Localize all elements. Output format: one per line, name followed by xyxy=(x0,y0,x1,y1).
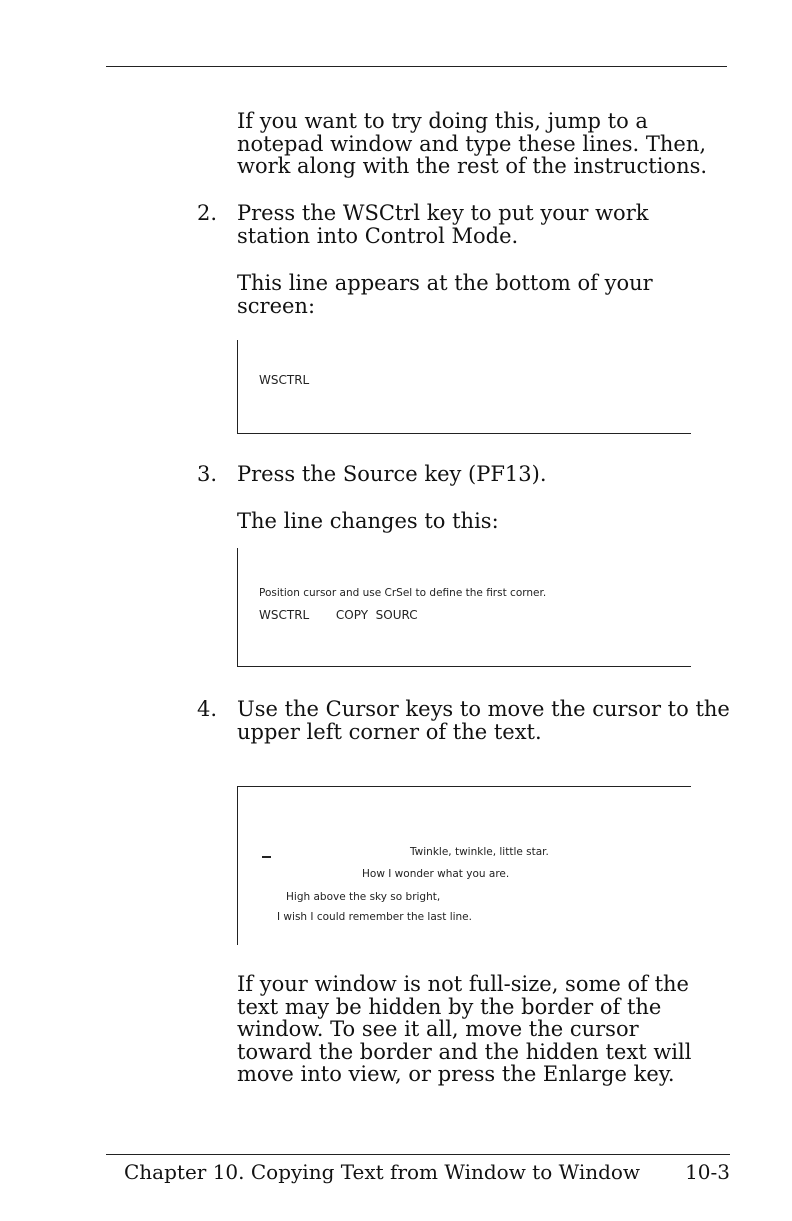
step-4-closing-paragraph: If your window is not full-size, some of the text may be hidden by the border of the window. To see it all, move the cursor toward the border and the hidden text will move into view, or press the Enlarge key. xyxy=(237,972,692,1086)
intro-paragraph: If you want to try doing this, jump to a notepad window and type these lines. Then, work along with the rest of the instructions. xyxy=(237,109,708,178)
step-4-number: 4. xyxy=(197,697,218,721)
chapter-title: Chapter 10. Copying Text from Window to Window xyxy=(124,1160,641,1184)
step-2-note: This line appears at the bottom of your screen: xyxy=(237,271,653,318)
copy-source-screen-example xyxy=(237,548,691,667)
poem-line: High above the sky so bright, xyxy=(286,891,441,903)
top-rule xyxy=(106,66,727,67)
step-2-instruction: Press the WSCtrl key to put your work station into Control Mode. xyxy=(237,201,649,248)
poem-window-example xyxy=(237,786,691,945)
status-line: WSCTRL COPY SOURC xyxy=(259,608,418,622)
step-3-number: 3. xyxy=(197,462,218,486)
text-cursor xyxy=(262,856,271,858)
poem-line: How I wonder what you are. xyxy=(362,868,510,880)
poem-line: Twinkle, twinkle, little star. xyxy=(410,846,549,858)
prompt-line: Position cursor and use CrSel to define the first corner. xyxy=(259,587,547,599)
page-number: 10-3 xyxy=(685,1160,730,1184)
step-3-note: The line changes to this: xyxy=(237,509,499,533)
step-2-number: 2. xyxy=(197,201,218,225)
step-3-instruction: Press the Source key (PF13). xyxy=(237,462,547,486)
poem-line: I wish I could remember the last line. xyxy=(277,911,472,923)
footer-rule xyxy=(106,1154,730,1155)
page-footer xyxy=(124,1160,730,1184)
wsctrl-screen-example xyxy=(237,340,691,434)
step-4-instruction: Use the Cursor keys to move the cursor to the upper left corner of the text. xyxy=(237,697,730,744)
status-line: WSCTRL xyxy=(259,373,310,387)
